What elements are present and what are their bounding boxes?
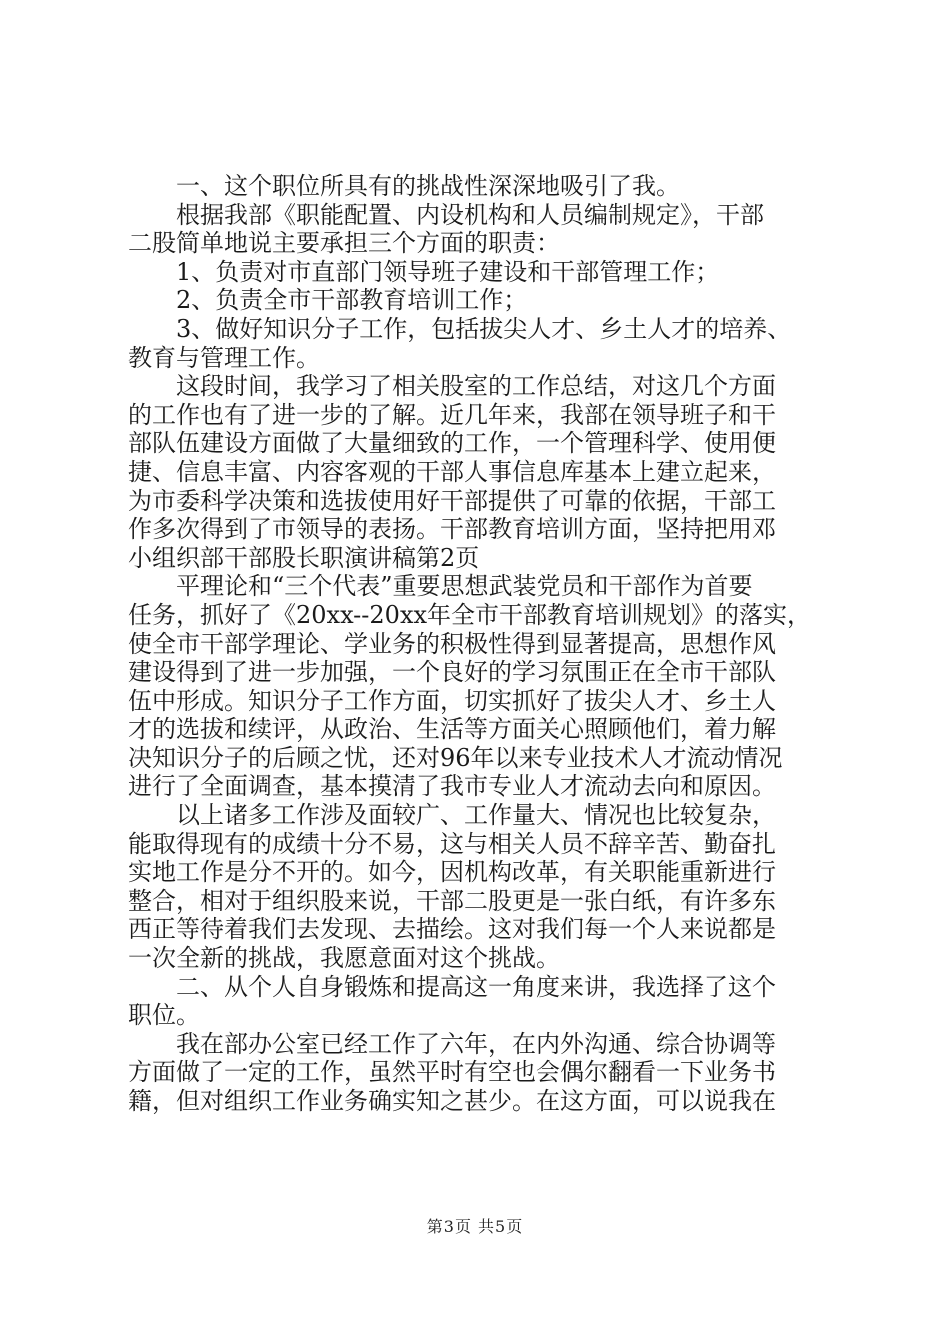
text-line: 能取得现有的成绩十分不易，这与相关人员不辞辛苦、勤奋扎 (128, 829, 776, 858)
text-line: 任务，抓好了《20xx--20xx年全市干部教育培训规划》的落实， (128, 600, 812, 629)
text-line: 决知识分子的后顾之忧，还对96年以来专业技术人才流动情况 (128, 743, 783, 772)
text-line: 二股简单地说主要承担三个方面的职责： (128, 229, 560, 258)
text-line: 2、负责全市干部教育培训工作； (128, 286, 528, 315)
text-line: 西正等待着我们去发现、去描绘。这对我们每一个人来说都是 (128, 915, 776, 944)
text-line: 作多次得到了市领导的表扬。干部教育培训方面，坚持把用邓 (128, 515, 776, 544)
text-line: 根据我部《职能配置、内设机构和人员编制规定》，干部 (128, 200, 764, 229)
text-line: 方面做了一定的工作，虽然平时有空也会偶尔翻看一下业务书 (128, 1058, 776, 1087)
text-line: 以上诸多工作涉及面较广、工作量大、情况也比较复杂， (128, 801, 776, 830)
text-line: 一、这个职位所具有的挑战性深深地吸引了我。 (128, 172, 680, 200)
text-line: 实地工作是分不开的。如今，因机构改革，有关职能重新进行 (128, 858, 776, 887)
text-line: 整合，相对于组织股来说，干部二股更是一张白纸，有许多东 (128, 886, 776, 915)
text-line: 使全市干部学理论、学业务的积极性得到显著提高，思想作风 (128, 629, 776, 658)
text-line: 一次全新的挑战，我愿意面对这个挑战。 (128, 944, 560, 973)
text-line: 进行了全面调查，基本摸清了我市专业人才流动去向和原因。 (128, 772, 776, 801)
text-line: 小组织部干部股长职演讲稿第2页 (128, 543, 480, 572)
text-line: 籍，但对组织工作业务确实知之甚少。在这方面，可以说我在 (128, 1087, 776, 1115)
text-line: 3、做好知识分子工作，包括拔尖人才、乡土人才的培养、 (128, 314, 792, 343)
text-line: 捷、信息丰富、内容客观的干部人事信息库基本上建立起来， (128, 457, 776, 486)
text-line: 我在部办公室已经工作了六年，在内外沟通、综合协调等 (128, 1029, 776, 1058)
text-line: 的工作也有了进一步的了解。近几年来，我部在领导班子和干 (128, 400, 776, 429)
text-line: 部队伍建设方面做了大量细致的工作，一个管理科学、使用便 (128, 429, 776, 458)
text-line: 才的选拔和续评，从政治、生活等方面关心照顾他们，着力解 (128, 715, 776, 744)
text-line: 伍中形成。知识分子工作方面，切实抓好了拔尖人才、乡土人 (128, 686, 776, 715)
text-line: 教育与管理工作。 (128, 343, 320, 372)
document-body (128, 172, 830, 1116)
page-number: 第3页 共5页 (426, 1217, 524, 1236)
text-line: 为市委科学决策和选拔使用好干部提供了可靠的依据，干部工 (128, 486, 776, 515)
text-line: 这段时间，我学习了相关股室的工作总结，对这几个方面 (128, 372, 776, 401)
text-line: 平理论和“三个代表”重要思想武装党员和干部作为首要 (128, 572, 753, 601)
page-footer (0, 1217, 950, 1237)
text-line: 职位。 (128, 1001, 200, 1030)
text-line: 1、负责对市直部门领导班子建设和干部管理工作； (128, 257, 720, 286)
text-line: 二、从个人自身锻炼和提高这一角度来讲，我选择了这个 (128, 972, 776, 1001)
text-line: 建设得到了进一步加强，一个良好的学习氛围正在全市干部队 (128, 658, 776, 687)
